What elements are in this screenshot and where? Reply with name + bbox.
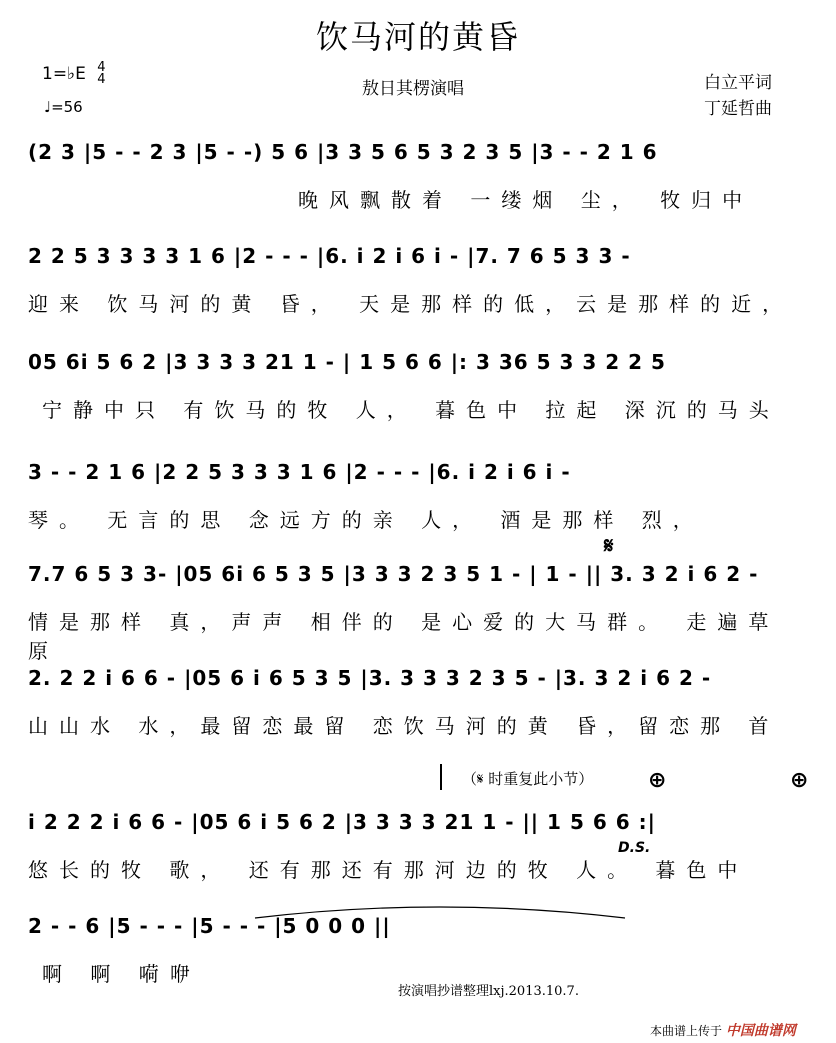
notes-line: 2 2 5 3 3 3 3 1 6 |2 - - - |6. i 2 i 6 i - |7. 7 6 5 3 3 - (28, 244, 631, 268)
singer-credit: 敖日其楞演唱 (362, 79, 464, 99)
notes-line: 2 - - 6 |5 - - - |5 - - - |5 0 0 0 || (28, 914, 391, 938)
notes-line: i 2 2 2 i 6 6 - |05 6 i 5 6 2 |3 3 3 3 21 1 - || 1 5 6 6 :| (28, 810, 656, 834)
notes-line: 2. 2 2 i 6 6 - |05 6 i 6 5 3 5 |3. 3 3 3 2 3 5 - |3. 3 2 i 6 2 - (28, 666, 712, 690)
dal-segno: D.S. (618, 840, 651, 856)
key-label: 1=♭E (42, 64, 86, 84)
repeat-bracket (440, 764, 442, 790)
lyrics-line: 情是那样 真，声声 相伴的 是心爱的大马群。 走遍草 原 (28, 610, 780, 663)
time-signature (97, 62, 105, 86)
lyrics-line: 宁静中只 有饮马的牧 人， 暮色中 拉起 深沉的马头 (42, 398, 780, 422)
tie-arc (250, 900, 630, 920)
page-title: 饮马河的黄昏 (315, 18, 520, 56)
time-top: 4 (97, 60, 106, 75)
transcription-note: 按演唱抄谱整理lxj.2013.10.7. (398, 984, 579, 999)
lyrics-line: 山山水 水，最留恋最留 恋饮马河的黄 昏，留恋那 首 (28, 714, 780, 738)
notes-line: (2 3 |5 - - 2 3 |5 - -) 5 6 |3 3 5 6 5 3 2 3 5 |3 - - 2 1 6 (28, 140, 658, 164)
site-logo[interactable]: 中国曲谱网 (725, 1023, 796, 1039)
repeat-note: （𝄋 时重复此小节） (462, 770, 594, 788)
lyrics-line: 琴。 无言的思 念远方的亲 人， 酒是那样 烈， (28, 508, 704, 532)
notes-line: 3 - - 2 1 6 |2 2 5 3 3 3 1 6 |2 - - - |6. i 2 i 6 i - (28, 460, 571, 484)
segno-sign: 𝄋 (604, 534, 614, 559)
lyrics-line: 晚风飘散着 一缕烟 尘， 牧归中 (298, 188, 754, 212)
composer-credit: 丁延哲曲 (704, 99, 772, 119)
upload-label (650, 1020, 796, 1040)
lyrics-line: 悠长的牧 歌， 还有那还有那河边的牧 人。 暮色中 (28, 858, 749, 882)
lyricist-credit: 白立平词 (704, 73, 772, 93)
tempo-mark: ♩=56 (44, 98, 83, 116)
coda-sign: ⊕ (648, 768, 667, 793)
time-bottom: 4 (97, 72, 106, 87)
lyrics-line: 啊 啊 嗬咿 (42, 962, 201, 986)
coda-sign-end: ⊕ (790, 768, 809, 793)
notes-line: 7.7 6 5 3 3- |05 6i 6 5 3 5 |3 3 3 2 3 5 1 - | 1 - || 3. 3 2 i 6 2 - (28, 562, 759, 586)
upload-text: 本曲谱上传于 (650, 1024, 723, 1038)
notes-line: 05 6i 5 6 2 |3 3 3 3 21 1 - | 1 5 6 6 |: 3 36 5 3 3 2 2 5 (28, 350, 666, 374)
lyrics-line: 迎来 饮马河的黄 昏， 天是那样的低，云是那样的近， (28, 292, 794, 316)
key-signature (42, 62, 106, 86)
